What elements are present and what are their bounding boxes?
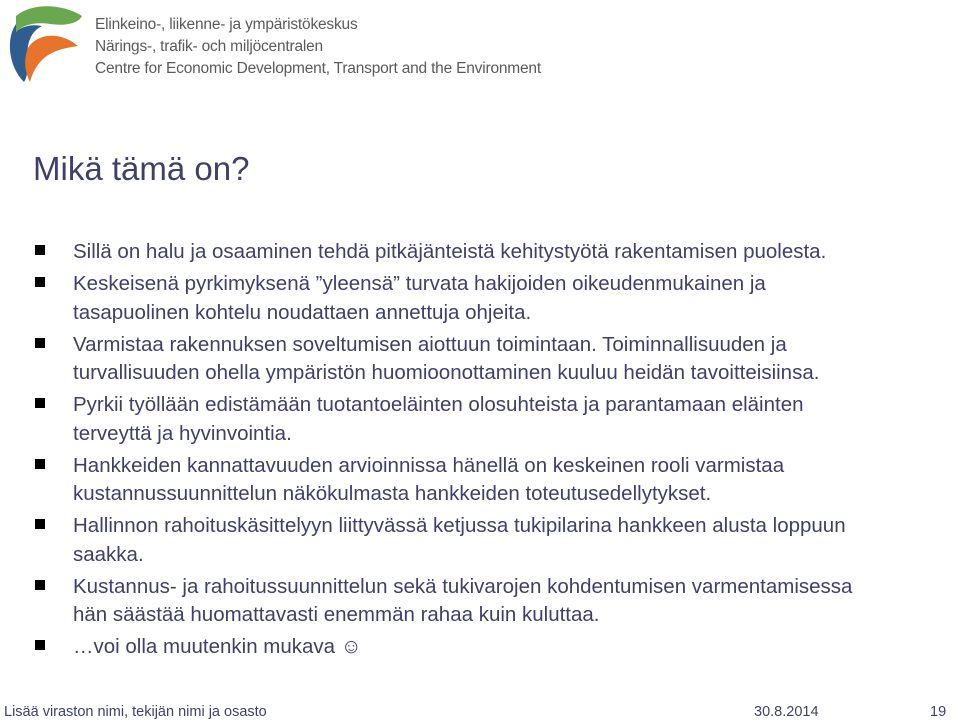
organization-names xyxy=(95,14,541,80)
bullet-text-line: …voi olla muutenkin mukava ☺ xyxy=(73,635,362,658)
bullet-text-line: Hankkeiden kannattavuuden arvioinnissa hänellä on keskeinen rooli varmistaa xyxy=(73,453,785,477)
square-bullet-icon xyxy=(35,640,45,650)
square-bullet-icon xyxy=(35,519,45,529)
square-bullet-icon xyxy=(35,338,45,348)
bullet-list xyxy=(35,238,960,665)
footer-text: Lisää viraston nimi, tekijän nimi ja osasto xyxy=(4,704,267,720)
ely-centre-logo-icon xyxy=(2,2,84,86)
org-name-swedish: Närings-, trafik- och miljöcentralen xyxy=(95,38,323,55)
bullet-text-line: tasapuolinen kohtelu noudattaen annettuja ohjeita. xyxy=(73,300,532,324)
bullet-item xyxy=(35,512,960,569)
bullet-text-line: Sillä on halu ja osaaminen tehdä pitkäjänteistä kehitystyötä rakentamisen puolesta. xyxy=(73,240,827,263)
bullet-text-line: Pyrkii työllään edistämään tuotantoeläinten olosuhteista ja parantamaan eläinten xyxy=(73,393,804,416)
bullet-item xyxy=(35,633,960,662)
slide-title: Mikä tämä on? xyxy=(33,150,250,187)
org-name-english: Centre for Economic Development, Transport and the Environment xyxy=(95,60,541,77)
square-bullet-icon xyxy=(35,245,45,255)
square-bullet-icon xyxy=(35,398,45,408)
bullet-text-line: hän säästää huomattavasti enemmän rahaa kuin kuluttaa. xyxy=(73,603,600,626)
bullet-text-line: terveyttä ja hyvinvointia. xyxy=(73,421,292,445)
bullet-item xyxy=(35,452,960,509)
bullet-text-line: Keskeisenä pyrkimyksenä ”yleensä” turvata hakijoiden oikeudenmukainen ja xyxy=(73,272,766,295)
bullet-text-line: Kustannus- ja rahoitussuunnittelun sekä tukivarojen kohdentumisen varmentamisessa xyxy=(73,574,853,598)
bullet-item xyxy=(35,391,960,448)
bullet-item xyxy=(35,238,960,267)
bullet-item xyxy=(35,573,960,630)
org-name-finnish: Elinkeino-, liikenne- ja ympäristökeskus xyxy=(95,16,358,33)
bullet-item xyxy=(35,270,960,327)
footer-page-number: 19 xyxy=(930,704,947,720)
footer-date: 30.8.2014 xyxy=(754,704,819,720)
bullet-text-line: Hallinnon rahoituskäsittelyyn liittyvässä ketjussa tukipilarina hankkeen alusta loppuun xyxy=(73,514,846,537)
square-bullet-icon xyxy=(35,277,45,287)
bullet-text-line: turvallisuuden ohella ympäristön huomioonottaminen kuuluu heidän tavoitteisiinsa. xyxy=(73,361,820,384)
bullet-item xyxy=(35,331,960,388)
bullet-text-line: kustannussuunnittelun näkökulmasta hankkeiden toteutusedellytykset. xyxy=(73,482,712,505)
bullet-text-line: saakka. xyxy=(73,542,144,566)
square-bullet-icon xyxy=(35,459,45,469)
square-bullet-icon xyxy=(35,580,45,590)
logo-orange-shape xyxy=(25,36,78,82)
bullet-text-line: Varmistaa rakennuksen soveltumisen aiottuun toimintaan. Toiminnallisuuden ja xyxy=(73,332,787,356)
